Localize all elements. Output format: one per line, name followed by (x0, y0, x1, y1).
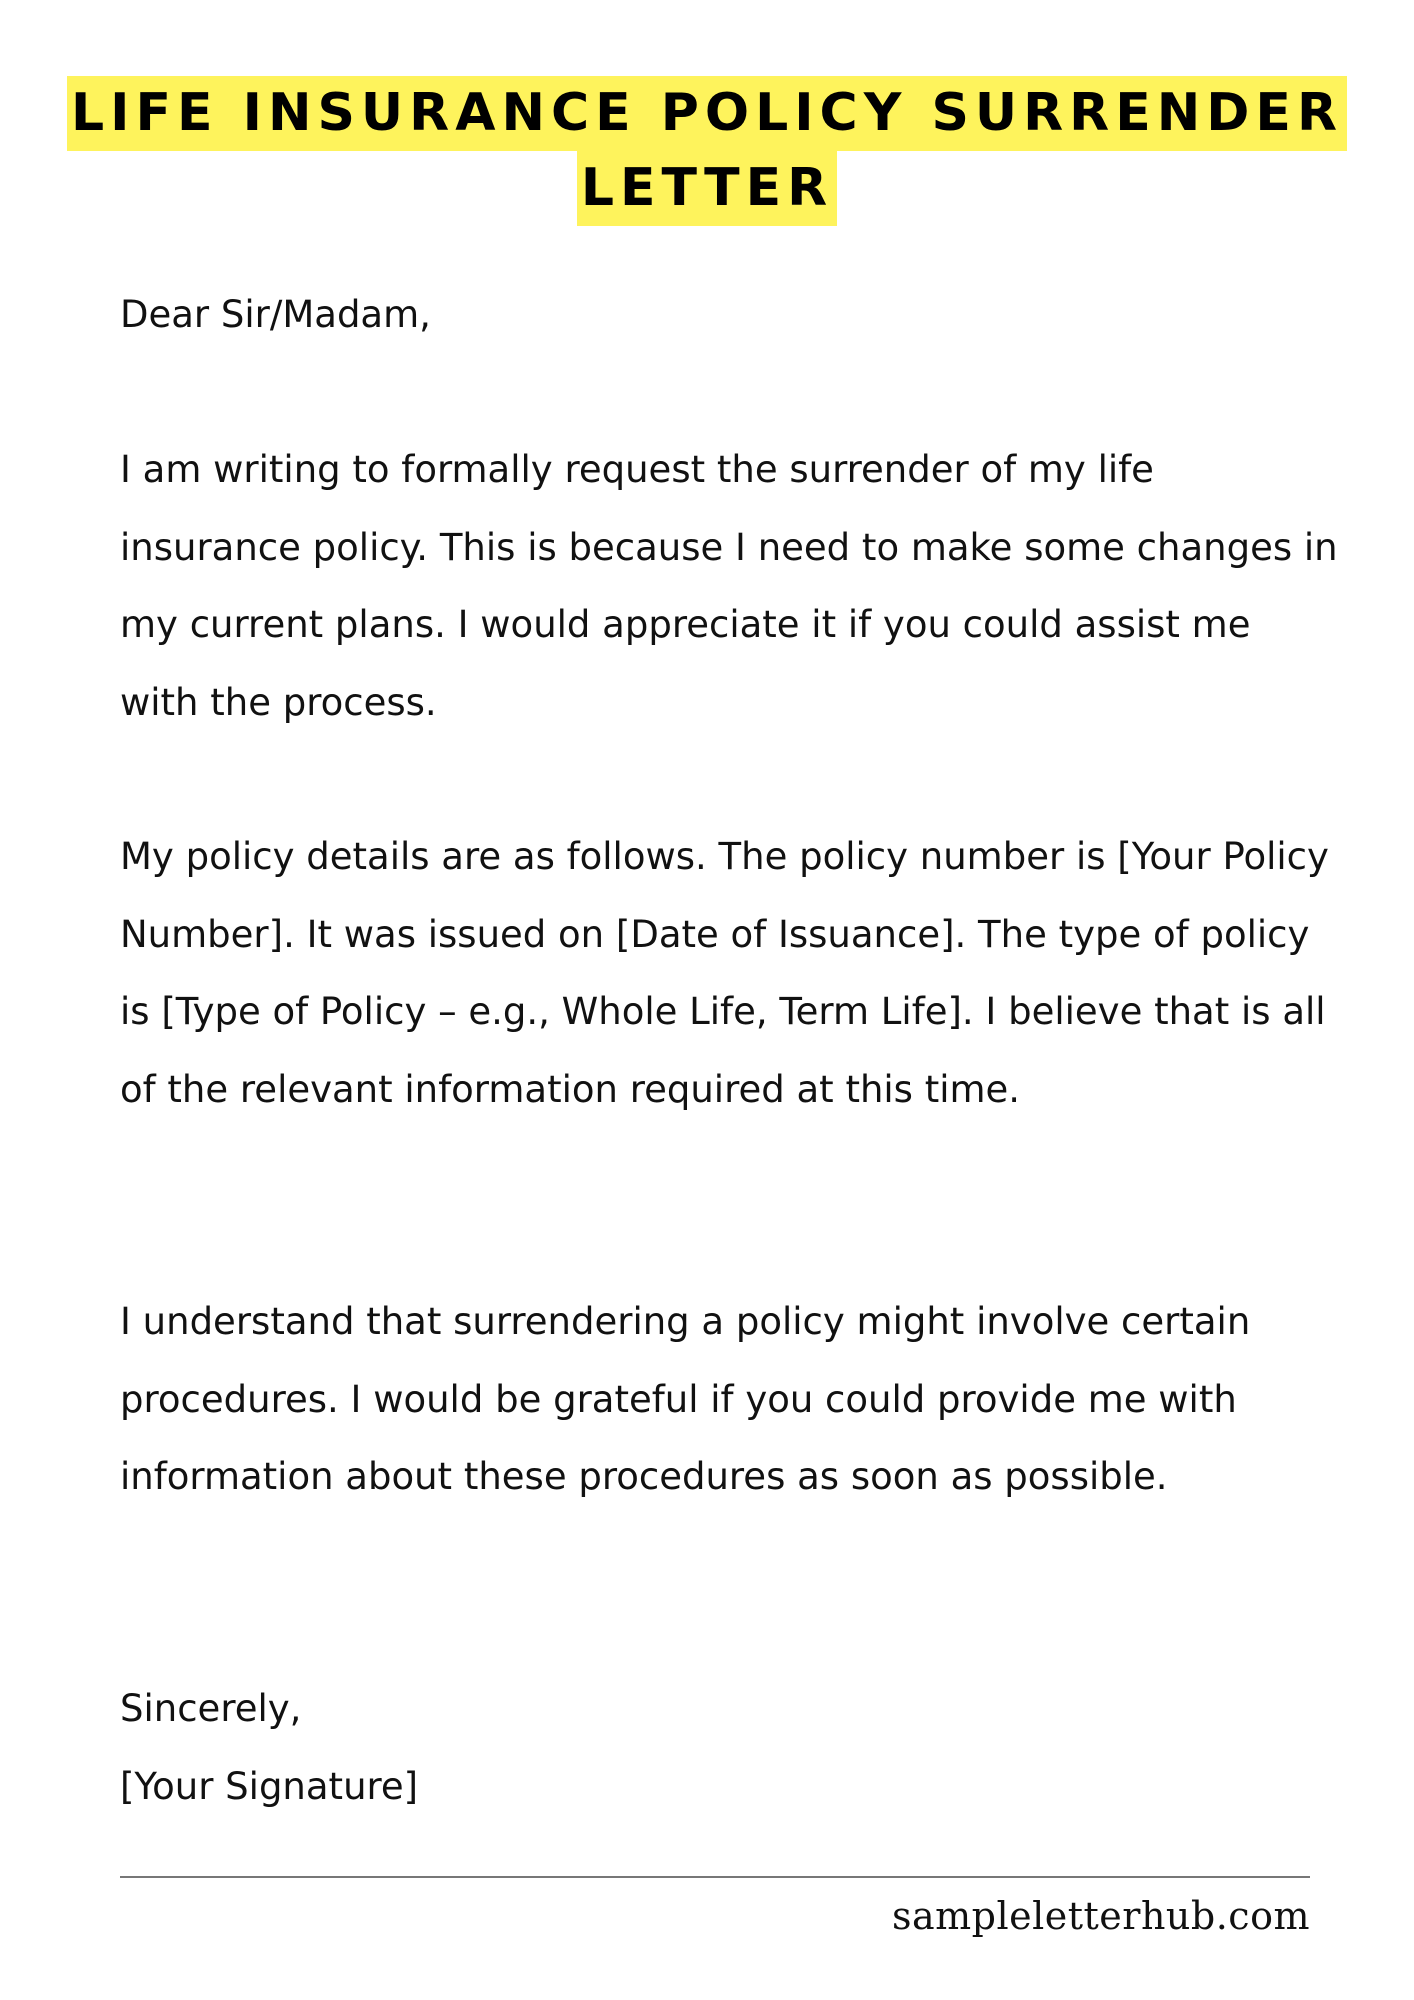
footer-site-name: sampleletterhub.com (891, 1894, 1310, 1938)
closing: Sincerely, (120, 1687, 302, 1730)
salutation: Dear Sir/Madam, (120, 293, 431, 336)
signature-placeholder: [Your Signature] (120, 1765, 419, 1808)
page-title (0, 76, 1414, 226)
paragraph-request: I am writing to formally request the surrender of my life insurance policy. This is because I need to make some changes in my current plans. I would appreciate it if you could assist me with the process. (120, 448, 1338, 724)
paragraph-procedures: I understand that surrendering a policy might involve certain procedures. I would be grateful if you could provide me with information about these procedures as soon as possible. (120, 1300, 1251, 1498)
footer-divider (120, 1876, 1310, 1878)
paragraph-policy-details: My policy details are as follows. The policy number is [Your Policy Number]. It was issued on [Date of Issuance]. The type of policy is [Type of Policy – e.g., Whole Life, Term Life]. I believe that is all of the relevant information required at this time. (120, 835, 1329, 1111)
title-line-1: LIFE INSURANCE POLICY SURRENDER (67, 76, 1347, 151)
title-line-2: LETTER (577, 151, 837, 226)
